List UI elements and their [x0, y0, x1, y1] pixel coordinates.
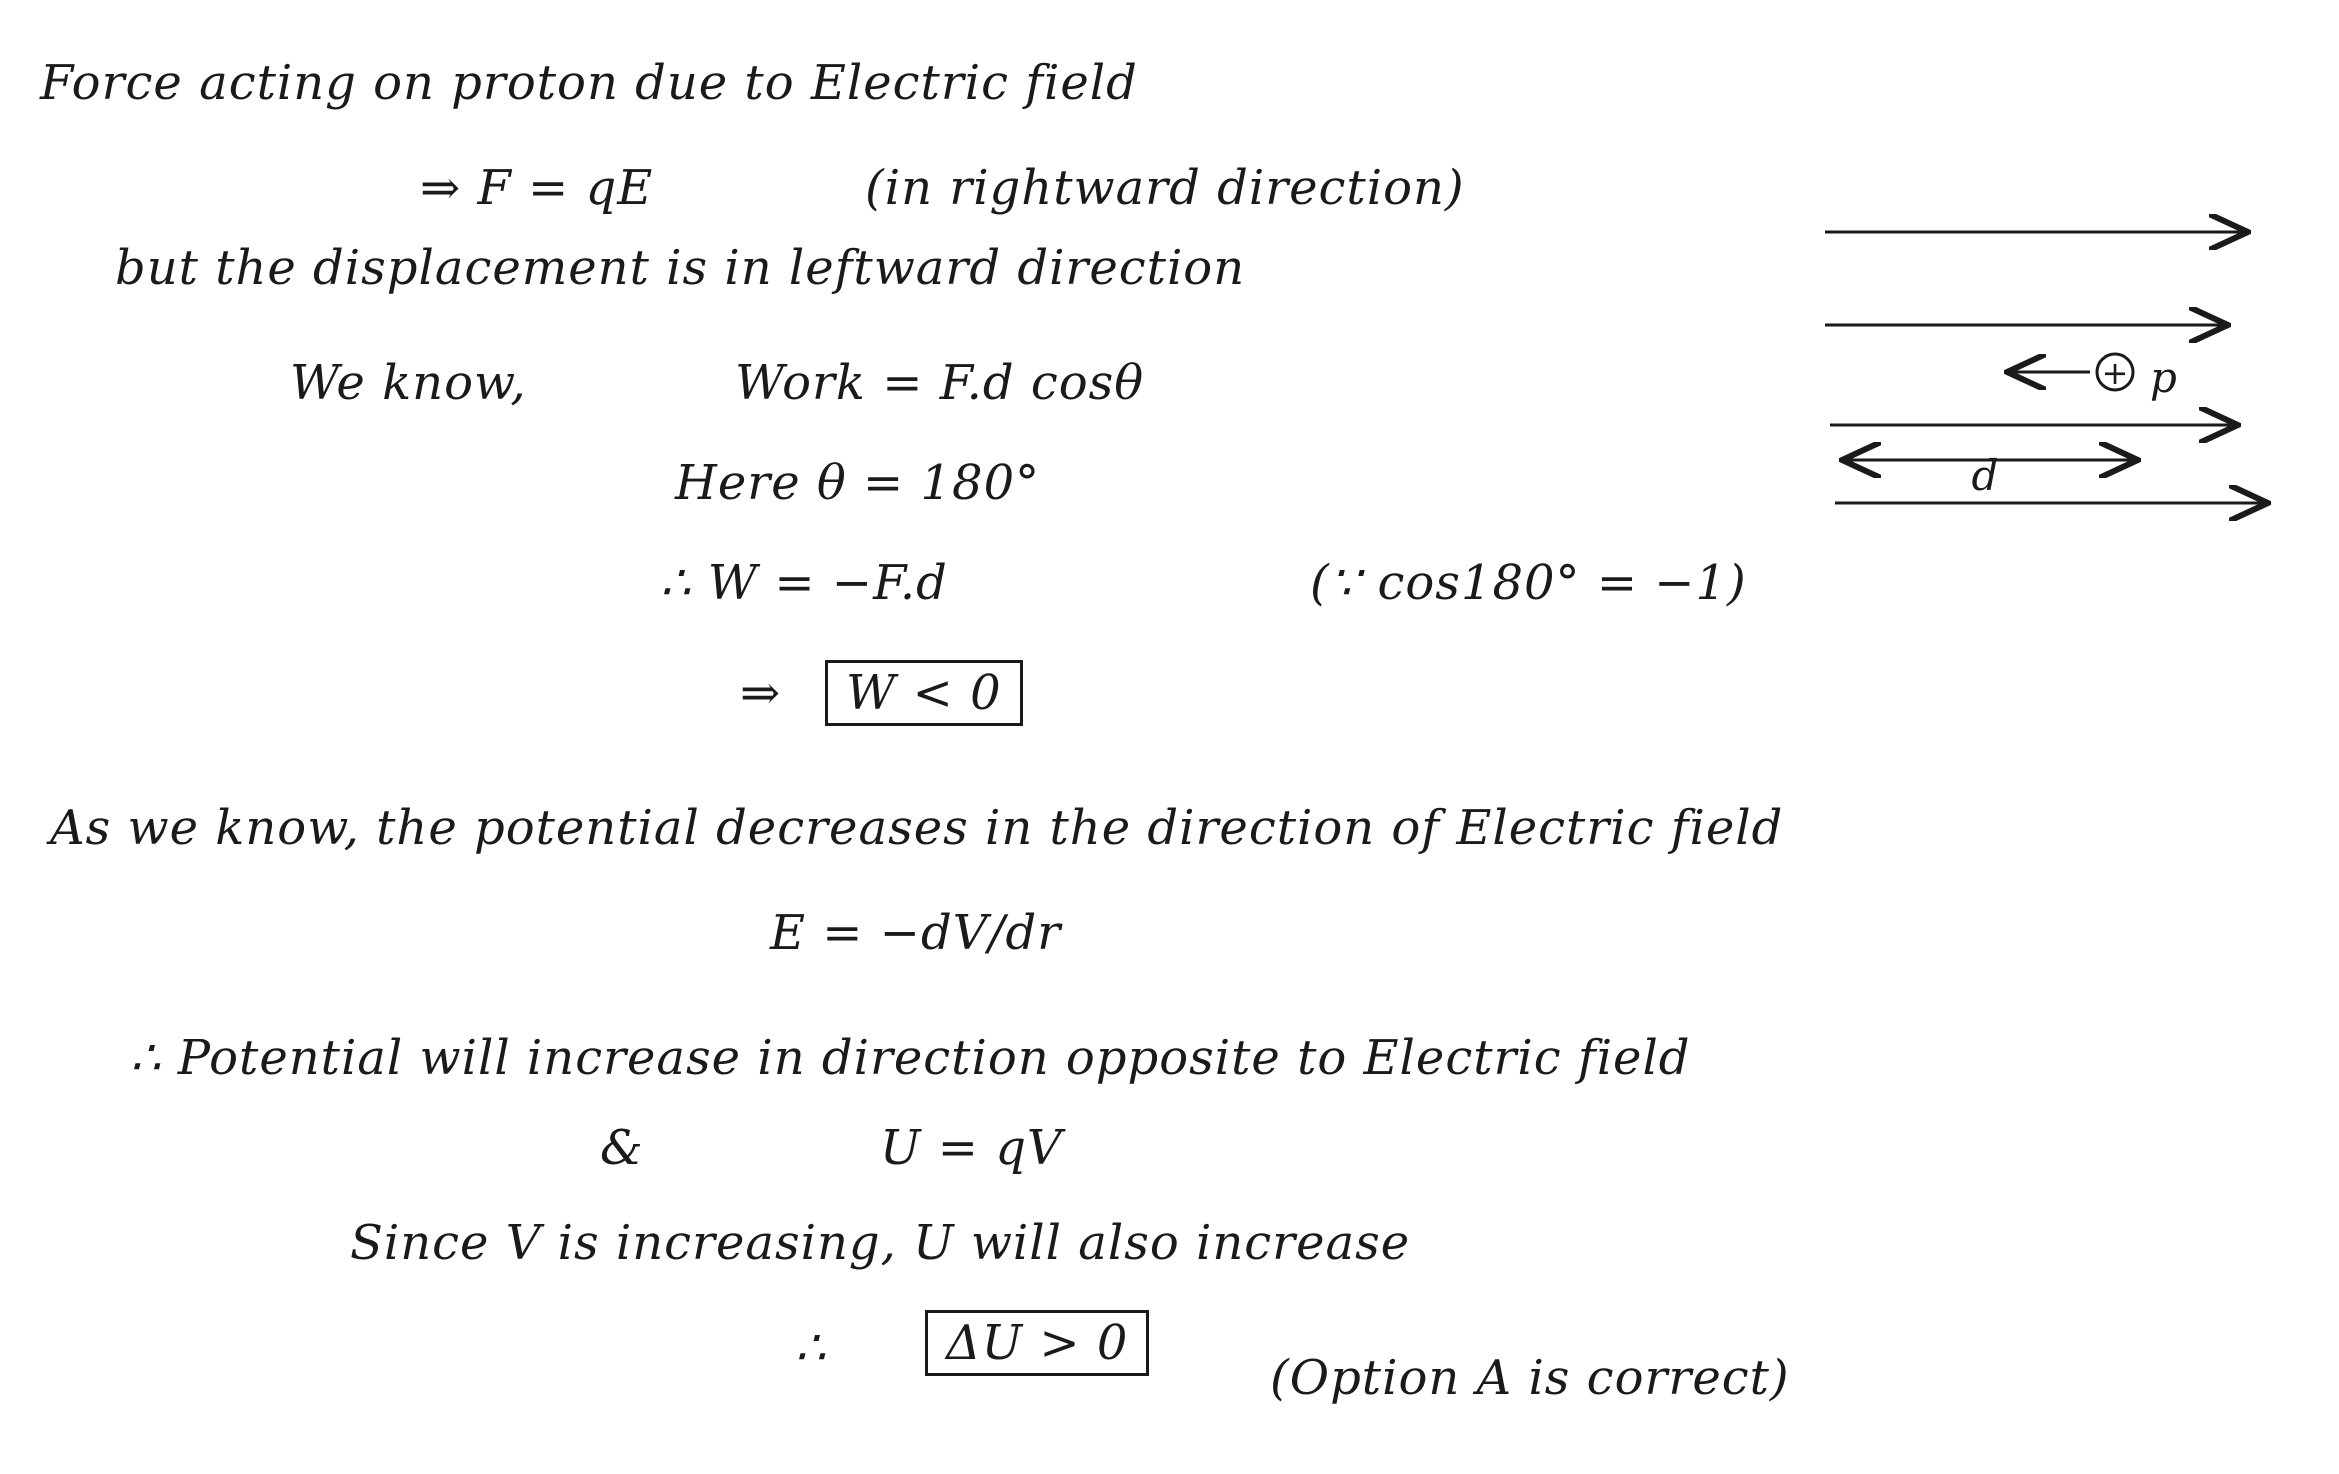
boxed-w-result: W < 0 [825, 660, 1023, 726]
line-displacement: but the displacement is in leftward direction [115, 240, 1246, 296]
line-ampersand: & [600, 1120, 644, 1176]
line-direction: (in rightward direction) [865, 160, 1465, 216]
line-work-formula: Work = F.d cosθ [735, 355, 1145, 411]
proton-plus-sign: + [2101, 354, 2129, 392]
line-therefore: ∴ [795, 1320, 827, 1376]
line-potential-decreases: As we know, the potential decreases in the direction of Electric field [50, 800, 1784, 856]
boxed-delta-u: ΔU > 0 [925, 1310, 1149, 1376]
proton-label: p [2150, 353, 2177, 402]
line-u-qv: U = qV [880, 1120, 1063, 1176]
line-conclusion: (Option A is correct) [1270, 1350, 1790, 1406]
line-cos-note: (∵ cos180° = −1) [1310, 555, 1747, 611]
line-since: Since V is increasing, U will also increase [350, 1215, 1411, 1271]
line-potential-increase: ∴ Potential will increase in direction opposite to Electric field [130, 1030, 1691, 1086]
line-force: Force acting on proton due to Electric field [40, 55, 1138, 111]
distance-label: d [1971, 451, 1999, 500]
line-implies: ⇒ [740, 665, 782, 721]
line-e-formula: E = −dV/dr [770, 905, 1062, 961]
line-f-eq: ⇒ F = qE [420, 160, 654, 216]
line-theta: Here θ = 180° [675, 455, 1041, 511]
line-w-neg: ∴ W = −F.d [660, 555, 948, 611]
line-we-know: We know, [290, 355, 527, 411]
